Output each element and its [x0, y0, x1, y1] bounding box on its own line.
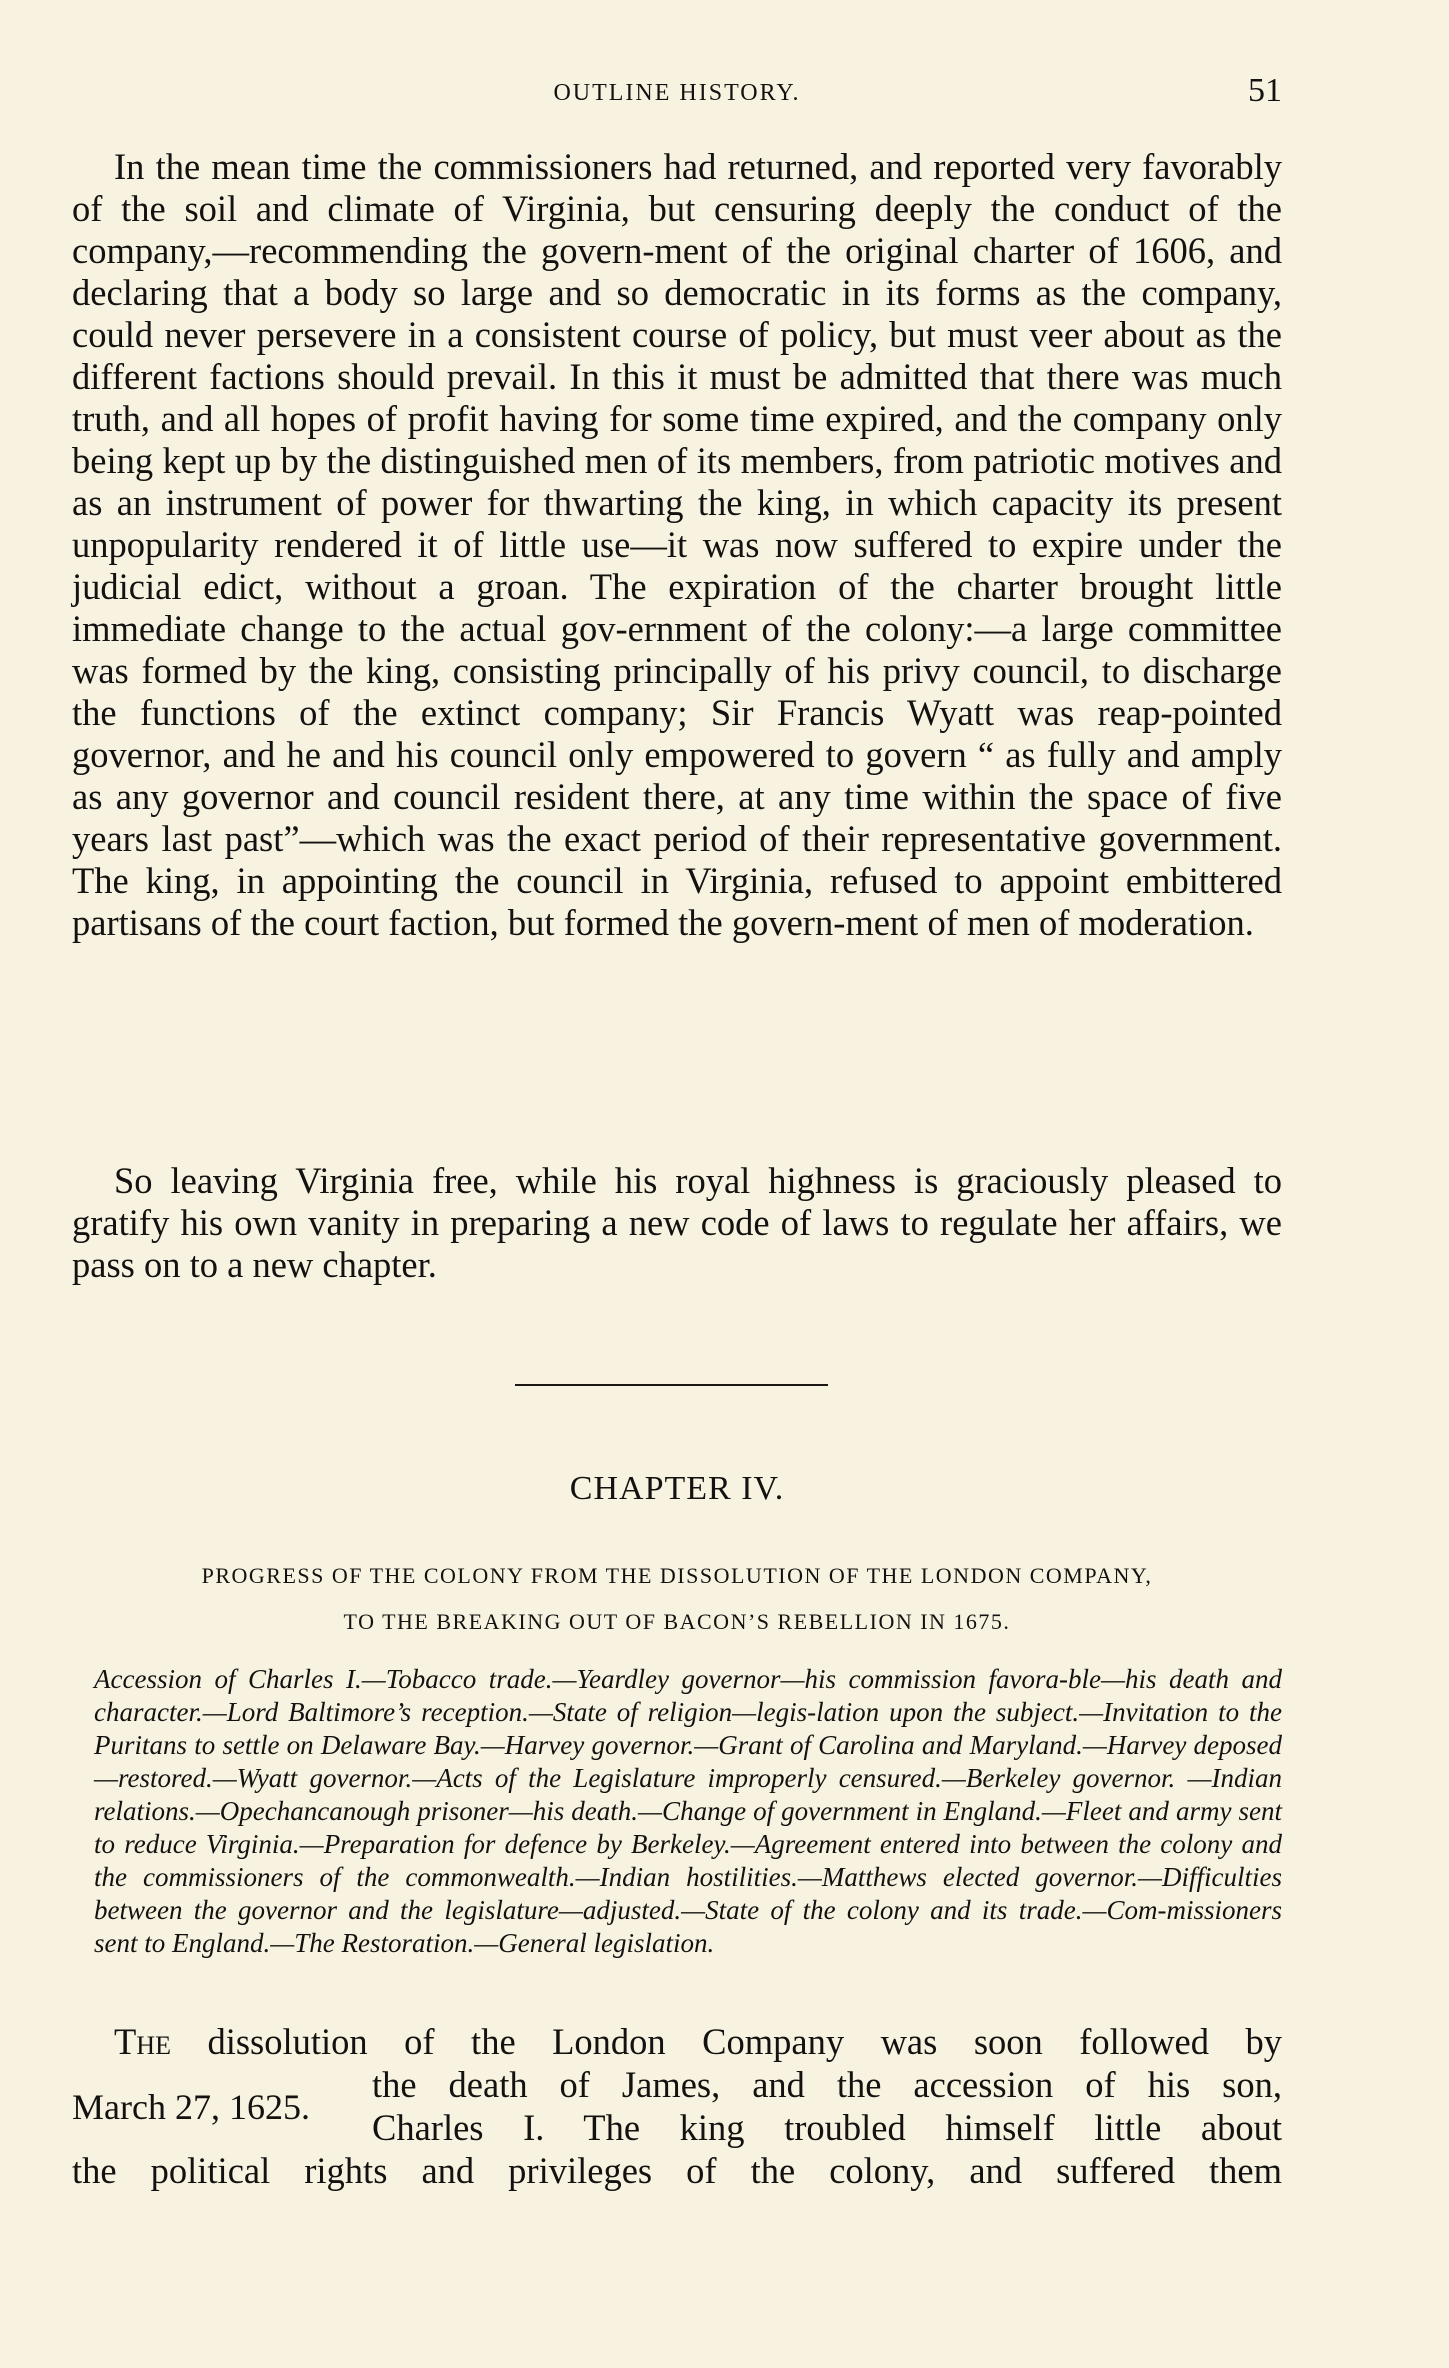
paragraph-text: So leaving Virginia free, while his royal highness is graciously pleased to gratify his own vanity in preparing a new code of laws to regulate her affairs, we pass on to a new chapter. [72, 1160, 1282, 1285]
chapter-subtitle-line: PROGRESS OF THE COLONY FROM THE DISSOLUTION OF THE LONDON COMPANY, [201, 1563, 1153, 1588]
opening-line: the death of James, and the accession of his son, [372, 2064, 1282, 2105]
paragraph-leaving-virginia [72, 1160, 1282, 1286]
paragraph-text: In the mean time the commissioners had returned, and reported very favorably of the soil and climate of Virginia, but censuring deeply the conduct of the company,—recommending the govern-ment of the original charter of 1606, and declaring that a body so large and so democratic in its forms as the company, could never persevere in a consistent course of policy, but must veer about as the different factions should prevail. In this it must be admitted that there was much truth, and all hopes of profit having for some time expired, and the company only being kept up by the distinguished men of its members, from patriotic motives and as an instrument of power for thwarting the king, in which capacity its present unpopularity rendered it of little use—it was now suffered to expire under the judicial edict, without a groan. The expiration of the charter brought little immediate change to the actual gov-ernment of the colony:—a large committee was formed by the king, consisting principally of his privy council, to discharge the functions of the extinct company; Sir Francis Wyatt was reap-pointed governor, and he and his council only empowered to govern “ as fully and amply as any governor and council resident there, at any time within the space of five years last past”—which was the exact period of their representative government. The king, in appointing the council in Virginia, refused to appoint embittered partisans of the court faction, but formed the govern-ment of men of moderation. [72, 146, 1282, 943]
chapter-subtitle-line: TO THE BREAKING OUT OF BACON’S REBELLION IN 1675. [343, 1609, 1011, 1634]
running-head [72, 72, 1282, 112]
opening-sidenote-text [372, 2063, 1282, 2149]
chapter-synopsis: Accession of Charles I.—Tobacco trade.—Yeardley governor—his commission favora-ble—his death and character.—Lord Baltimore’s reception.—State of religion—legis-lation upon the subject.—Invitation to the Puritans to settle on Delaware Bay.—Harvey governor.—Grant of Carolina and Maryland.—Harvey deposed—restored.—Wyatt governor.—Acts of the Legislature improperly censured.—Berkeley governor. —Indian relations.—Opechancanough prisoner—his death.—Change of government in England.—Fleet and army sent to reduce Virginia.—Preparation for defence by Berkeley.—Agreement entered into between the colony and the commissioners of the commonwealth.—Indian hostilities.—Matthews elected governor.—Difficulties between the governor and the legislature—adjusted.—State of the colony and its trade.—Com-missioners sent to England.—The Restoration.—General legislation. [94, 1664, 1282, 1958]
chapter-subtitle [72, 1553, 1282, 1645]
opening-sidenote-row [72, 2063, 1282, 2149]
section-divider [515, 1384, 828, 1386]
running-title: OUTLINE HISTORY. [553, 80, 801, 106]
margin-date-note: March 27, 1625. [72, 2087, 310, 2127]
page-number: 51 [1248, 72, 1282, 109]
opening-line: Charles I. The king troubled himself little about [372, 2107, 1282, 2148]
chapter-opening-paragraph [72, 2020, 1282, 2192]
opening-line [72, 2020, 1282, 2063]
paragraph-commissioners [72, 146, 1282, 944]
chapter-title: CHAPTER IV. [569, 1470, 785, 1507]
opening-line: the political rights and privileges of the colony, and suffered them [72, 2150, 1282, 2191]
opening-drop-word: The [114, 2021, 171, 2062]
opening-line-text: dissolution of the London Company was soon followed by [207, 2021, 1282, 2062]
